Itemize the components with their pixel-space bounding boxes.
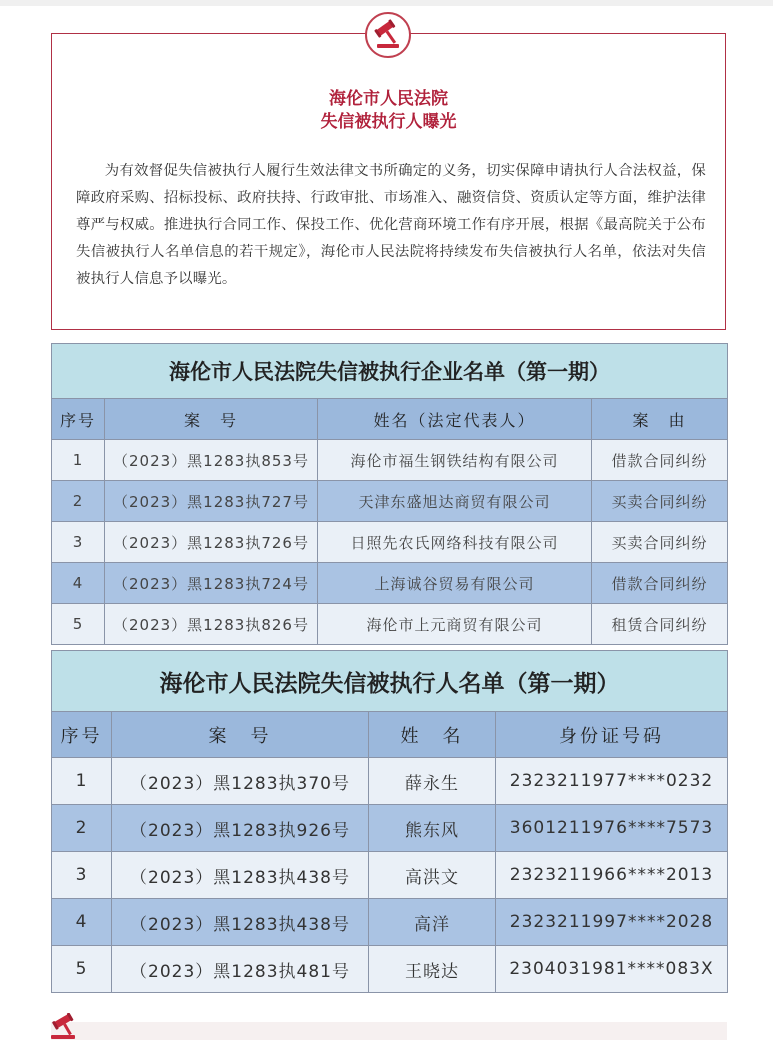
table-cell: 2 <box>52 481 105 522</box>
intro-title: 失信被执行人曝光 <box>320 112 457 132</box>
header-cell: 身份证号码 <box>496 712 728 758</box>
table-row <box>52 604 728 645</box>
table-cell: 借款合同纠纷 <box>592 440 728 481</box>
table-cell: 3 <box>52 522 105 563</box>
intro-paragraph: 为有效督促失信被执行人履行生效法律文书所确定的义务，切实保障申请执行人合法权益，保障政府采购、招标投标、政府扶持、行政审批、市场准入、融资信贷、资质认定等方面，维护法律尊严与权威。推进执行合同工作、保投工作、优化营商环境工作有序开展，根据《最高院关于公布失信被执行人名单信息的若干规定》，海伦市人民法院将持续发布失信被执行人名单，依法对失信被执行人信息予以曝光。 <box>76 163 706 287</box>
table-cell: 海伦市福生钢铁结构有限公司 <box>318 440 592 481</box>
table-row <box>52 481 728 522</box>
table-header-row <box>52 712 728 758</box>
table-cell: （2023）黑1283执370号 <box>112 758 369 805</box>
table-cell: （2023）黑1283执724号 <box>105 563 318 604</box>
table-cell: 日照先农氏网络科技有限公司 <box>318 522 592 563</box>
table-cell: 4 <box>52 899 112 946</box>
person-table-caption: 海伦市人民法院失信被执行人名单（第一期） <box>52 651 728 712</box>
table-cell: 天津东盛旭达商贸有限公司 <box>318 481 592 522</box>
header-cell: 序号 <box>52 712 112 758</box>
table-cell: 5 <box>52 604 105 645</box>
table-row <box>52 440 728 481</box>
table-cell: 王晓达 <box>369 946 496 993</box>
table-cell: 2 <box>52 805 112 852</box>
gavel-icon <box>49 1013 89 1040</box>
table-row <box>52 522 728 563</box>
table-cell: 5 <box>52 946 112 993</box>
table-header-row <box>52 399 728 440</box>
table-cell: （2023）黑1283执727号 <box>105 481 318 522</box>
table-cell: 海伦市上元商贸有限公司 <box>318 604 592 645</box>
table-cell: 2323211977****0232 <box>496 758 728 805</box>
table-cell: 借款合同纠纷 <box>592 563 728 604</box>
table-cell: 4 <box>52 563 105 604</box>
header-cell: 序号 <box>52 399 105 440</box>
enterprise-table-caption: 海伦市人民法院失信被执行企业名单（第一期） <box>52 344 728 399</box>
table-cell: 2304031981****083X <box>496 946 728 993</box>
table-cell: 1 <box>52 440 105 481</box>
header-cell: 姓名（法定代表人） <box>318 399 592 440</box>
table-row <box>52 758 728 805</box>
table-cell: （2023）黑1283执926号 <box>112 805 369 852</box>
table-cell: 租赁合同纠纷 <box>592 604 728 645</box>
table-cell: 薛永生 <box>369 758 496 805</box>
header-cell: 姓 名 <box>369 712 496 758</box>
table-row <box>52 805 728 852</box>
top-strip <box>0 0 773 6</box>
court-name: 海伦市人民法院 <box>329 89 448 109</box>
table-cell: 高洋 <box>369 899 496 946</box>
table-cell: （2023）黑1283执481号 <box>112 946 369 993</box>
table-cell: 熊东风 <box>369 805 496 852</box>
table-cell: （2023）黑1283执438号 <box>112 899 369 946</box>
gavel-icon <box>367 14 409 56</box>
enterprise-table <box>51 343 728 645</box>
table-row <box>52 852 728 899</box>
table-cell: 2323211966****2013 <box>496 852 728 899</box>
table-cell: 买卖合同纠纷 <box>592 481 728 522</box>
table-cell: 3 <box>52 852 112 899</box>
header-cell: 案 号 <box>112 712 369 758</box>
table-cell: （2023）黑1283执826号 <box>105 604 318 645</box>
table-cell: 2323211997****2028 <box>496 899 728 946</box>
table-cell: （2023）黑1283执853号 <box>105 440 318 481</box>
table-cell: （2023）黑1283执726号 <box>105 522 318 563</box>
bottom-strip <box>51 1022 727 1040</box>
table-cell: 1 <box>52 758 112 805</box>
table-cell: （2023）黑1283执438号 <box>112 852 369 899</box>
table-cell: 买卖合同纠纷 <box>592 522 728 563</box>
table-cell: 高洪文 <box>369 852 496 899</box>
table-cell: 上海诚谷贸易有限公司 <box>318 563 592 604</box>
table-cell: 3601211976****7573 <box>496 805 728 852</box>
table-row <box>52 899 728 946</box>
table-row <box>52 563 728 604</box>
gavel-badge <box>365 12 411 58</box>
header-cell: 案 号 <box>105 399 318 440</box>
person-table <box>51 650 728 993</box>
header-cell: 案 由 <box>592 399 728 440</box>
table-row <box>52 946 728 993</box>
